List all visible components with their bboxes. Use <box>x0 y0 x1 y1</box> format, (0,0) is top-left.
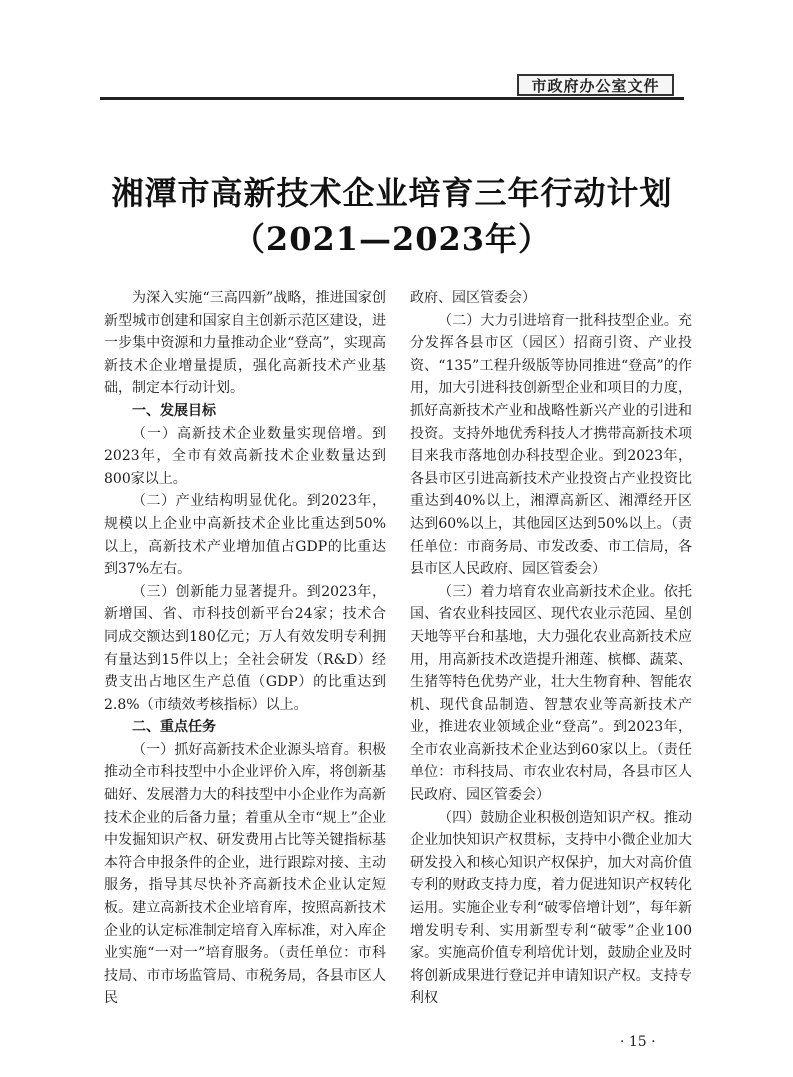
header-rule <box>100 97 684 100</box>
section-heading: 二、重点任务 <box>132 719 216 736</box>
paragraph: （四）鼓励企业积极创造知识产权。推动企业加快知识产权贯标，支持中小微企业加大研发投入和核心知识产权保护，加大对高价值专利的财政支持力度，着力促进知识产权转化运用。实施企业专利“破零倍增计划”，每年新增发明专利、实用新型专利“破零”企业100家。实施高价值专利培优计划，鼓励企业及时将创新成果进行登记并申请知识产权。支持专利权 <box>410 809 692 1007</box>
paragraph: （三）着力培育农业高新技术企业。依托国、省农业科技园区、现代农业示范园、星创天地等平台和基地，大力强化农业高新技术应用，用高新技术改造提升湘莲、槟榔、蔬菜、生猪等特色优势产业，壮大生物育种、智能农机、现代食品制造、智慧农业等高新技术产业，推进农业领域企业“登高”。到2023年，全市农业高新技术企业达到60家以上。（责任单位：市科技局、市农业农村局，各县市区人民政府、园区管委会） <box>410 583 692 804</box>
document-title: 湘潭市高新技术企业培育三年行动计划 <box>111 174 673 212</box>
paragraph: （二）产业结构明显优化。到2023年，规模以上企业中高新技术企业比重达到50%以上，高新技术产业增加值占GDP的比重达到37%左右。 <box>104 493 386 578</box>
section-badge: 市政府办公室文件 <box>517 74 674 96</box>
right-column <box>410 287 692 1010</box>
page-number: · 15 · <box>620 1034 656 1050</box>
paragraph: （三）创新能力显著提升。到2023年，新增国、省、市科技创新平台24家；技术合同成交额达到180亿元；万人有效发明专利拥有量达到15件以上；全社会研发（R&D）经费支出占地区生产总值（GDP）的比重达到2.8%（市绩效考核指标）以上。 <box>104 583 386 713</box>
paragraph: 为深入实施“三高四新”战略，推进国家创新型城市创建和国家自主创新示范区建设，进一步集中资源和力量推动企业“登高”，实现高新技术企业增量提质，强化高新技术产业基础，制定本行动计划。 <box>104 290 386 397</box>
paragraph: （二）大力引进培育一批科技型企业。充分发挥各县市区（园区）招商引资、产业投资、“135”工程升级版等协同推进“登高”的作用，加大引进科技创新型企业和项目的力度，抓好高新技术产业和战略性新兴产业的引进和投资。支持外地优秀科技人才携带高新技术项目来我市落地创办科技型企业。到2023年，各县市区引进高新技术产业投资占产业投资比重达到40%以上，湘潭高新区、湘潭经开区达到60%以上，其他园区达到50%以上。（责任单位：市商务局、市发改委、市工信局，各县市区人民政府、园区管委会） <box>410 312 692 578</box>
paragraph-continuation: 政府、园区管委会） <box>410 290 536 306</box>
left-column <box>104 287 386 1010</box>
document-subtitle-years: （2021—2023年） <box>232 220 552 258</box>
paragraph: （一）高新技术企业数量实现倍增。到2023年，全市有效高新技术企业数量达到800家以上。 <box>104 425 386 487</box>
paragraph: （一）抓好高新技术企业源头培育。积极推动全市科技型中小企业评价入库，将创新基础好、发展潜力大的科技型中小企业作为高新技术企业的后备力量；着重从全市“规上”企业中发掘知识产权、研发费用占比等关键指标基本符合申报条件的企业，进行跟踪对接、主动服务，指导其尽快补齐高新技术企业认定短板。建立高新技术企业培育库，按照高新技术企业的认定标准制定培育入库标准，对入库企业实施“一对一”培育服务。（责任单位：市科技局、市市场监管局、市税务局，各县市区人民 <box>104 741 386 1007</box>
section-heading: 一、发展目标 <box>132 402 216 419</box>
